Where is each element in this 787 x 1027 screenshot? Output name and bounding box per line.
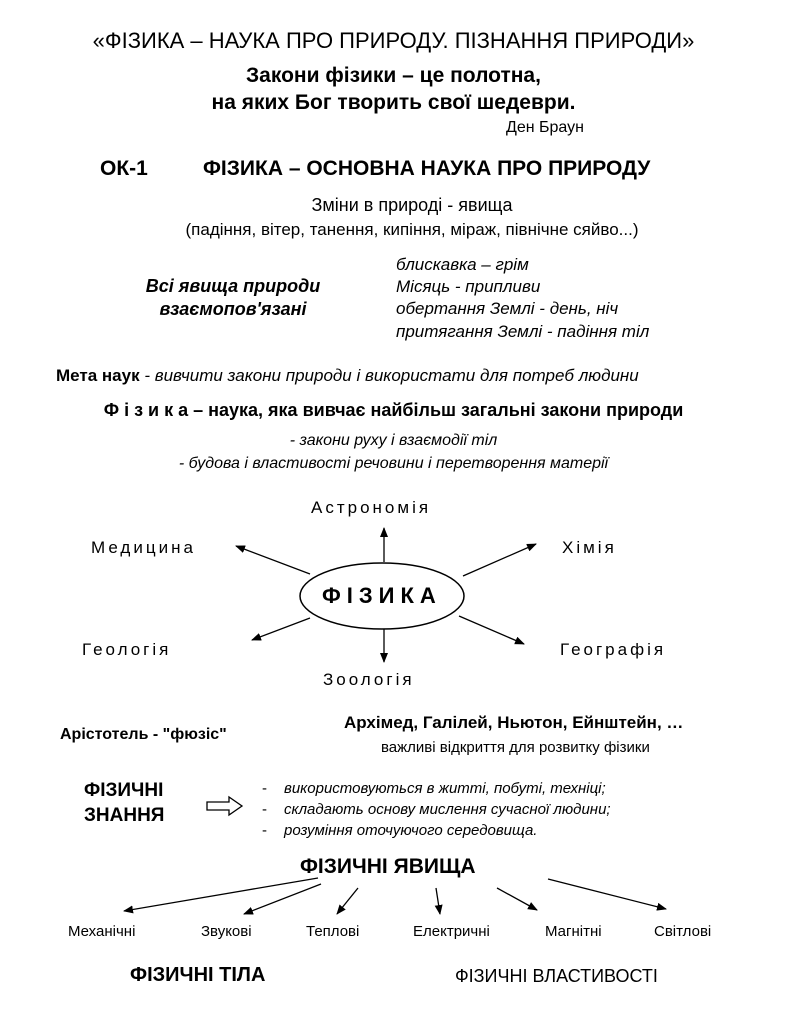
goal-label: Мета наук <box>56 366 140 385</box>
arrow-geography <box>459 616 524 644</box>
quote-line-2: на яких Бог творить свої шедеври. <box>211 91 576 114</box>
example-item: блискавка – грім <box>396 255 529 274</box>
phenomena-type: Звукові <box>201 923 252 940</box>
discoveries-note: важливі відкриття для розвитку фізики <box>381 739 650 756</box>
definition-item-2: - будова і властивості речовини і перетворення матерії <box>178 455 609 472</box>
arrow-thermal <box>337 888 358 914</box>
knowledge-title-1: ФІЗИЧНІ <box>84 780 164 801</box>
section-code: ОК-1 <box>100 157 148 180</box>
arrow-chemistry <box>463 544 536 576</box>
quote-line-1: Закони фізики – це полотна, <box>246 64 541 87</box>
phenomena-type: Теплові <box>306 923 360 940</box>
arrow-light <box>548 879 666 909</box>
phenomena-type: Електричні <box>413 923 490 940</box>
arrow-geology <box>252 618 310 640</box>
diagram-zoology: Зоологія <box>323 670 415 689</box>
aristotle-name: Арістотель <box>60 726 149 743</box>
phenomena-type: Магнітні <box>545 923 602 940</box>
section-title: ФІЗИКА – ОСНОВНА НАУКА ПРО ПРИРОДУ <box>203 157 651 180</box>
arrow-medicine <box>236 546 310 574</box>
diagram-chemistry: Хімія <box>562 538 617 557</box>
diagram-center-label: ФІЗИКА <box>322 583 442 608</box>
page-topic: «ФІЗИКА – НАУКА ПРО ПРИРОДУ. ПІЗНАННЯ ПРИРОДИ» <box>92 28 695 53</box>
aristotle-term: - "фюзіс" <box>148 726 227 743</box>
list-item: - складають основу мислення сучасної людини; <box>262 801 611 818</box>
list-item: - використовуються в житті, побуті, техніці; <box>262 780 606 797</box>
interconnected-label-1: Всі явища природи <box>145 276 321 296</box>
arrow-mechanical <box>124 878 318 911</box>
arrow-magnetic <box>497 888 537 910</box>
example-item: притягання Землі - падіння тіл <box>396 322 650 341</box>
phenomena-title: ФІЗИЧНІ ЯВИЩА <box>300 855 476 878</box>
phenomena-examples: (падіння, вітер, танення, кипіння, міраж, північне сяйво...) <box>185 220 639 239</box>
example-item: Місяць - припливи <box>396 277 541 296</box>
knowledge-title-2: ЗНАННЯ <box>84 805 165 826</box>
diagram-geology: Геологія <box>82 640 172 659</box>
list-item: - розуміння оточуючого середовища. <box>262 822 538 839</box>
scientists-list: Архімед, Галілей, Ньютон, Ейнштейн, … <box>344 713 684 732</box>
phenomena-type: Механічні <box>68 923 136 940</box>
outline-arrow-icon <box>207 797 242 815</box>
goal-text: - вивчити закони природи і використати для потреб людини <box>139 366 639 385</box>
quote-author: Ден Браун <box>506 119 584 136</box>
physical-properties: ФІЗИЧНІ ВЛАСТИВОСТІ <box>455 966 658 986</box>
diagram-geography: Географія <box>560 640 667 659</box>
physical-bodies: ФІЗИЧНІ ТІЛА <box>130 964 266 986</box>
phenomena-type: Світлові <box>654 923 712 940</box>
interconnected-label-2: взаємопов'язані <box>159 299 307 319</box>
arrow-electric <box>436 888 440 914</box>
aristotle-line <box>60 726 227 744</box>
phenomena-intro: Зміни в природі - явища <box>311 195 513 215</box>
diagram-medicine: Медицина <box>91 538 196 557</box>
example-item: обертання Землі - день, ніч <box>396 299 619 318</box>
physics-definition: Ф і з и к а – наука, яка вивчає найбільш загальні закони природи <box>103 400 684 420</box>
knowledge-list <box>262 778 611 841</box>
diagram-astronomy: Астрономія <box>311 498 432 517</box>
definition-item-1: - закони руху і взаємодії тіл <box>289 432 498 449</box>
